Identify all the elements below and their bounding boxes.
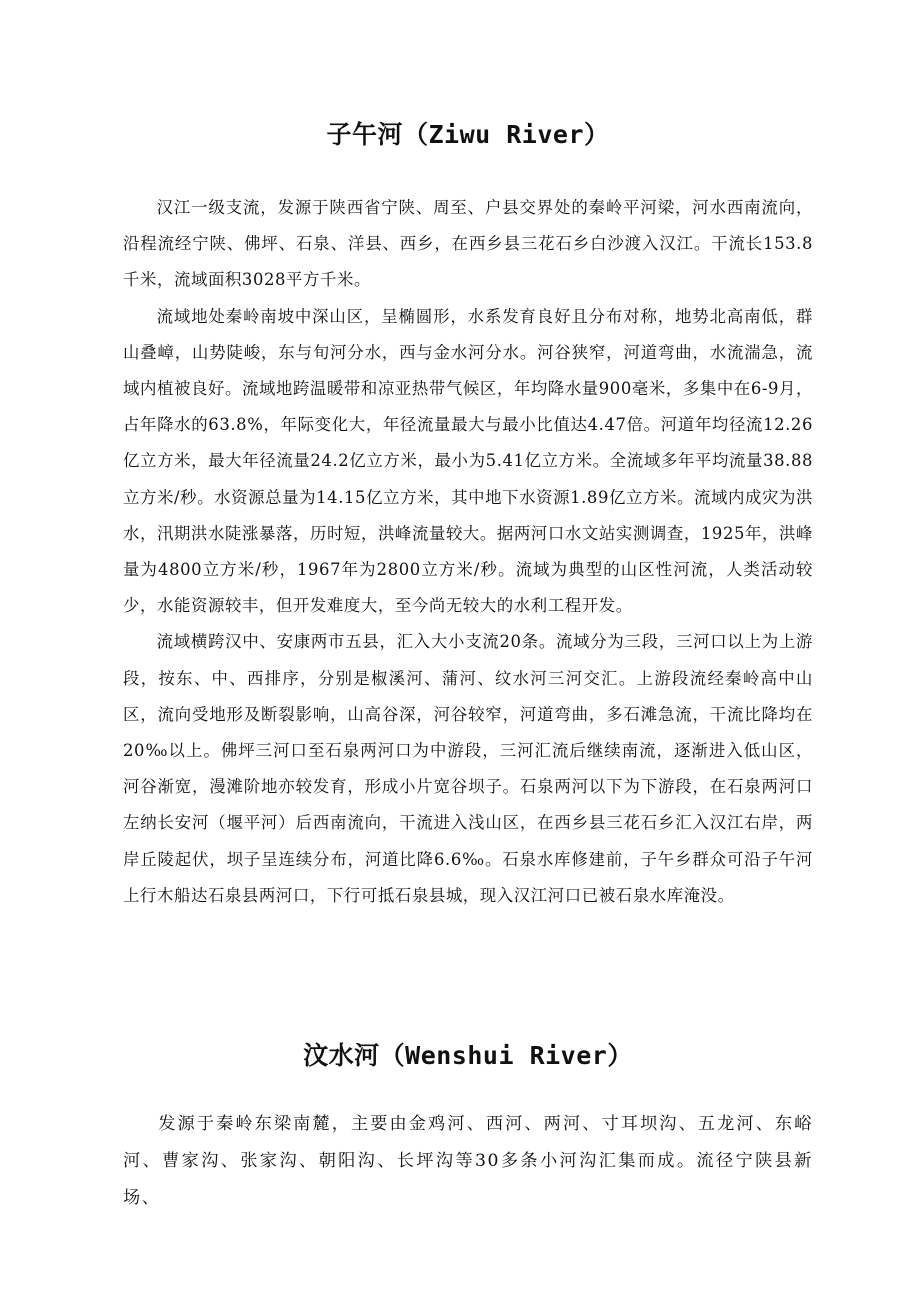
section-wenshui-river — [123, 1033, 813, 1217]
section-title: 汶水河（Wenshui River） — [303, 1041, 633, 1070]
section-title: 子午河（Ziwu River） — [326, 120, 610, 149]
paragraph: 流域地处秦岭南坡中深山区，呈椭圆形，水系发育良好且分布对称，地势北高南低，群山叠嶂，山势陡峻，东与旬河分水，西与金水河分水。河谷狭窄，河道弯曲，水流湍急，流域内植被良好。流域地跨温暖带和凉亚热带气候区，年均降水量900毫米，多集中在6-9月，占年降水的63.8%，年际变化大，年径流量最大与最小比值达4.47倍。河道年均径流12.26亿立方米，最大年径流量24.2亿立方米，最小为5.41亿立方米。全流域多年平均流量38.88立方米/秒。水资源总量为14.15亿立方米，其中地下水资源1.89亿立方米。流域内成灾为洪水，汛期洪水陡涨暴落，历时短，洪峰流量较大。据两河口水文站实测调查，1925年，洪峰量为4800立方米/秒，1967年为2800立方米/秒。流域为典型的山区性河流，人类活动较少，水能资源较丰，但开发难度大，至今尚无较大的水利工程开发。 — [123, 306, 813, 616]
paragraph: 汉江一级支流，发源于陕西省宁陕、周至、户县交界处的秦岭平河梁，河水西南流向，沿程流经宁陕、佛坪、石泉、洋县、西乡，在西乡县三花石乡白沙渡入汉江。干流长153.8千米，流域面积3028平方千米。 — [123, 198, 813, 290]
paragraph: 发源于秦岭东梁南麓，主要由金鸡河、西河、两河、寸耳坝沟、五龙河、东峪河、曹家沟、张家沟、朝阳沟、长坪沟等30多条小河沟汇集而成。流径宁陕县新场、 — [123, 1114, 813, 1208]
section-ziwu-river — [123, 112, 813, 914]
paragraph: 流域横跨汉中、安康两市五县，汇入大小支流20条。流域分为三段，三河口以上为上游段，按东、中、西排序，分别是椒溪河、蒲河、纹水河三河交汇。上游段流经秦岭高中山区，流向受地形及断裂影响，山高谷深，河谷较窄，河道弯曲，多石滩急流，干流比降均在20‰以上。佛坪三河口至石泉两河口为中游段，三河汇流后继续南流，逐渐进入低山区，河谷渐宽，漫滩阶地亦较发育，形成小片宽谷坝子。石泉两河以下为下游段，在石泉两河口左纳长安河（堰平河）后西南流向，干流进入浅山区，在西乡县三花石乡汇入汉江右岸，两岸丘陵起伏，坝子呈连续分布，河道比降6.6‰。石泉水库修建前，子午乡群众可沿子午河上行木船达石泉县两河口，下行可抵石泉县城，现入汉江河口已被石泉水库淹没。 — [123, 632, 813, 905]
